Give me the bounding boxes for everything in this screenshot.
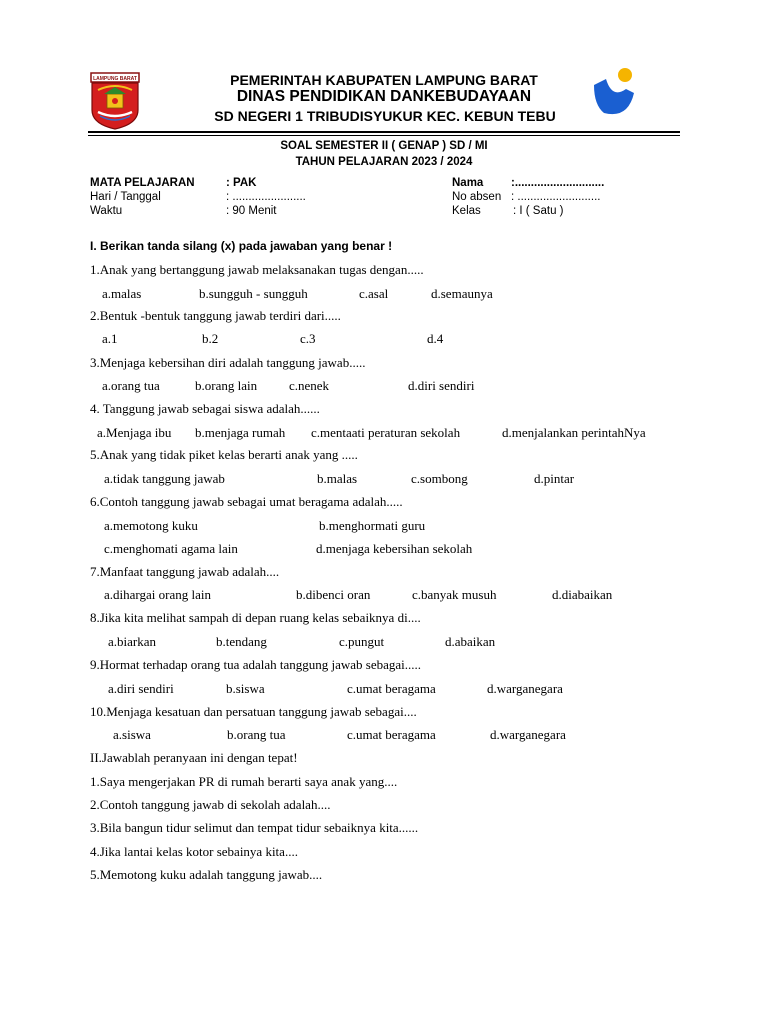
section1-heading: I. Berikan tanda silang (x) pada jawaban yang benar ! (90, 239, 393, 253)
option-1b: b.sungguh - sungguh (199, 286, 308, 301)
option-4b: b.menjaga rumah (195, 425, 286, 440)
section2-heading: II.Jawablah peranyaan ini dengan tepat! (90, 750, 298, 765)
option-3c: c.nenek (289, 378, 330, 393)
time-value: : 90 Menit (226, 205, 277, 217)
option-2c: c.3 (300, 331, 316, 346)
absen-label: No absen (452, 191, 502, 203)
question-8: 8.Jika kita melihat sampah di depan ruang kelas sebaiknya di.... (90, 610, 421, 625)
header-divider-thick (88, 131, 680, 133)
name-label: Nama (452, 177, 484, 189)
essay-question-4: 4.Jika lantai kelas kotor sebainya kita.... (90, 844, 298, 859)
option-5d: d.pintar (534, 471, 575, 486)
header-divider-thin (88, 135, 680, 136)
academic-year: TAHUN PELAJARAN 2023 / 2024 (295, 156, 473, 168)
kurikulum-merdeka-logo-icon (590, 65, 638, 119)
option-3a: a.orang tua (102, 378, 160, 393)
option-8c: c.pungut (339, 634, 385, 649)
option-1a: a.malas (102, 286, 142, 301)
emblem-label: LAMPUNG BARAT (93, 76, 137, 82)
class-value: : I ( Satu ) (513, 205, 564, 217)
question-2: 2.Bentuk -bentuk tanggung jawab terdiri dari..... (90, 308, 341, 323)
option-6c: c.menghomati agama lain (104, 541, 238, 556)
name-value: :............................ (511, 177, 605, 189)
option-4a: a.Menjaga ibu (97, 425, 172, 440)
option-5a: a.tidak tanggung jawab (104, 471, 225, 486)
option-9b: b.siswa (226, 681, 265, 696)
option-4c: c.mentaati peraturan sekolah (311, 425, 461, 440)
subject-value: : PAK (226, 177, 257, 189)
question-1: 1.Anak yang bertanggung jawab melaksanakan tugas dengan..... (90, 262, 424, 277)
option-10a: a.siswa (113, 727, 151, 742)
option-5c: c.sombong (411, 471, 468, 486)
absen-value: : .......................... (511, 191, 601, 203)
essay-question-2: 2.Contoh tanggung jawab di sekolah adalah.... (90, 797, 331, 812)
option-7d: d.diabaikan (552, 587, 613, 602)
question-5: 5.Anak yang tidak piket kelas berarti anak yang ..... (90, 447, 358, 462)
option-2a: a.1 (102, 331, 118, 346)
option-2d: d.4 (427, 331, 444, 346)
question-3: 3.Menjaga kebersihan diri adalah tanggung jawab..... (90, 355, 366, 370)
option-7a: a.dihargai orang lain (104, 587, 211, 602)
subject-label: MATA PELAJARAN (90, 177, 195, 189)
option-4d: d.menjalankan perintahNya (502, 425, 646, 440)
header-school: SD NEGERI 1 TRIBUDISYUKUR KEC. KEBUN TEBU (214, 108, 556, 124)
essay-question-3: 3.Bila bangun tidur selimut dan tempat tidur sebaiknya kita...... (90, 820, 419, 835)
option-8a: a.biarkan (108, 634, 157, 649)
option-7b: b.dibenci oran (296, 587, 371, 602)
option-6b: b.menghormati guru (319, 518, 426, 533)
question-7: 7.Manfaat tanggung jawab adalah.... (90, 564, 280, 579)
essay-question-1: 1.Saya mengerjakan PR di rumah berarti saya anak yang.... (90, 774, 398, 789)
question-9: 9.Hormat terhadap orang tua adalah tanggung jawab sebagai..... (90, 657, 422, 672)
option-9c: c.umat beragama (347, 681, 436, 696)
option-10d: d.warganegara (490, 727, 566, 742)
option-6a: a.memotong kuku (104, 518, 198, 533)
option-7c: c.banyak musuh (412, 587, 497, 602)
class-label: Kelas (452, 205, 481, 217)
day-label: Hari / Tanggal (90, 191, 161, 203)
question-4: 4. Tanggung jawab sebagai siswa adalah...... (90, 401, 320, 416)
question-6: 6.Contoh tanggung jawab sebagai umat beragama adalah..... (90, 494, 403, 509)
question-10: 10.Menjaga kesatuan dan persatuan tanggung jawab sebagai.... (90, 704, 417, 719)
option-1c: c.asal (359, 286, 389, 301)
option-1d: d.semaunya (431, 286, 493, 301)
option-2b: b.2 (202, 331, 219, 346)
option-10b: b.orang tua (227, 727, 286, 742)
option-6d: d.menjaga kebersihan sekolah (316, 541, 473, 556)
lampung-barat-emblem-icon (90, 72, 140, 130)
option-8d: d.abaikan (445, 634, 496, 649)
header-department: DINAS PENDIDIKAN DANKEBUDAYAAN (236, 88, 532, 105)
option-5b: b.malas (317, 471, 358, 486)
header-government: PEMERINTAH KABUPATEN LAMPUNG BARAT (230, 72, 538, 88)
option-3d: d.diri sendiri (408, 378, 475, 393)
option-9d: d.warganegara (487, 681, 563, 696)
time-label: Waktu (90, 205, 123, 217)
option-9a: a.diri sendiri (108, 681, 174, 696)
option-3b: b.orang lain (195, 378, 258, 393)
exam-title: SOAL SEMESTER II ( GENAP ) SD / MI (280, 140, 488, 152)
option-8b: b.tendang (216, 634, 267, 649)
day-value: : ....................... (226, 191, 306, 203)
essay-question-5: 5.Memotong kuku adalah tanggung jawab.... (90, 867, 323, 882)
option-10c: c.umat beragama (347, 727, 436, 742)
